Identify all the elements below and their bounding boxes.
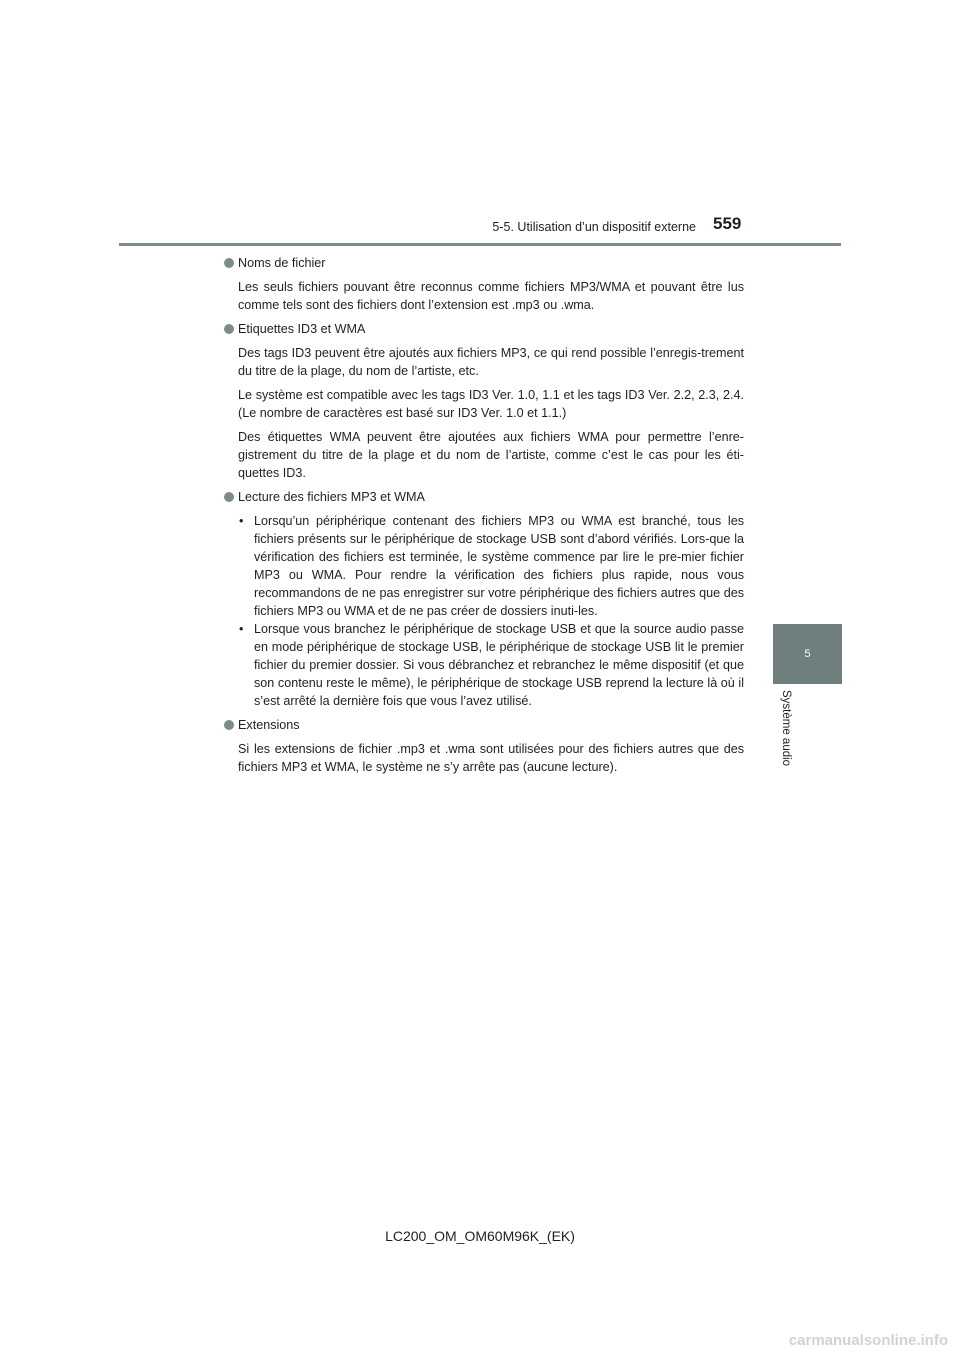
section-extensions <box>222 716 744 776</box>
section-title: Noms de fichier <box>222 254 744 272</box>
watermark: carmanualsonline.info <box>788 1332 948 1349</box>
document-code: LC200_OM_OM60M96K_(EK) <box>385 1228 575 1244</box>
bullet-circle-icon <box>224 258 234 268</box>
section-header-title: 5-5. Utilisation d’un dispositif externe <box>492 220 696 234</box>
section-title: Lecture des fichiers MP3 et WMA <box>222 488 744 506</box>
paragraph: Des tags ID3 peuvent être ajoutés aux fichiers MP3, ce qui rend possible l’enregis-trement du titre de la plage, du nom de l’artiste, etc. <box>238 346 744 378</box>
bullet-dot-icon: • <box>239 622 244 636</box>
section-playback <box>222 488 744 710</box>
list-item: • Lorsqu’un périphérique contenant des fichiers MP3 ou WMA est branché, tous les fichiers présents sur le périphérique de stockage USB sont d’abord vérifiés. Lors-que la vérification des fichiers est terminée, le système commence par lire le pre-mier fichier MP3 ou WMA. Pour rendre la vérification des fichiers plus rapide, nous vous recommandons de ne pas enregistrer sur votre périphérique des fichiers autres que des fichiers MP3 ou WMA et de ne pas créer de dossiers inuti-les. <box>239 514 744 618</box>
section-id3-wma-tags <box>222 320 744 482</box>
bullet-dot-icon: • <box>239 514 244 528</box>
paragraph: Si les extensions de fichier .mp3 et .wma sont utilisées pour des fichiers autres que des fichiers MP3 et WMA, le système ne s’y arrête pas (aucune lecture). <box>238 742 744 774</box>
bullet-circle-icon <box>224 720 234 730</box>
paragraph: Les seuls fichiers pouvant être reconnus comme fichiers MP3/WMA et pouvant être lus comme tels sont des fichiers dont l’extension est .mp3 ou .wma. <box>238 280 744 312</box>
section-title: Extensions <box>222 716 744 734</box>
bullet-circle-icon <box>224 492 234 502</box>
list-item: • Lorsque vous branchez le périphérique de stockage USB et que la source audio passe en mode périphérique de stockage USB, le périphérique de stockage USB lit le premier fichier du premier dossier. Si vous débranchez et rebranchez le même dispositif (et que son contenu reste le même), le périphérique de stockage USB reprend la lecture là où il s’est arrêté la dernière fois que vous l’avez utilisé. <box>239 622 744 708</box>
page-number: 559 <box>713 214 742 233</box>
page-body <box>222 254 744 782</box>
header-divider <box>119 243 841 246</box>
section-file-names <box>222 254 744 314</box>
paragraph: Des étiquettes WMA peuvent être ajoutées aux fichiers WMA pour permettre l’enre-gistrement du titre de la plage et du nom de l’artiste, comme c’est le cas pour les éti-quettes ID3. <box>238 430 744 480</box>
chapter-label: Système audio <box>780 690 792 767</box>
chapter-tab <box>773 624 842 684</box>
bullet-circle-icon <box>224 324 234 334</box>
paragraph: Le système est compatible avec les tags ID3 Ver. 1.0, 1.1 et les tags ID3 Ver. 2.2, 2.3, 2.4. (Le nombre de caractères est basé sur ID3 Ver. 1.0 et 1.1.) <box>238 388 744 420</box>
section-title: Etiquettes ID3 et WMA <box>222 320 744 338</box>
chapter-number: 5 <box>804 648 811 660</box>
item-list <box>222 512 744 710</box>
